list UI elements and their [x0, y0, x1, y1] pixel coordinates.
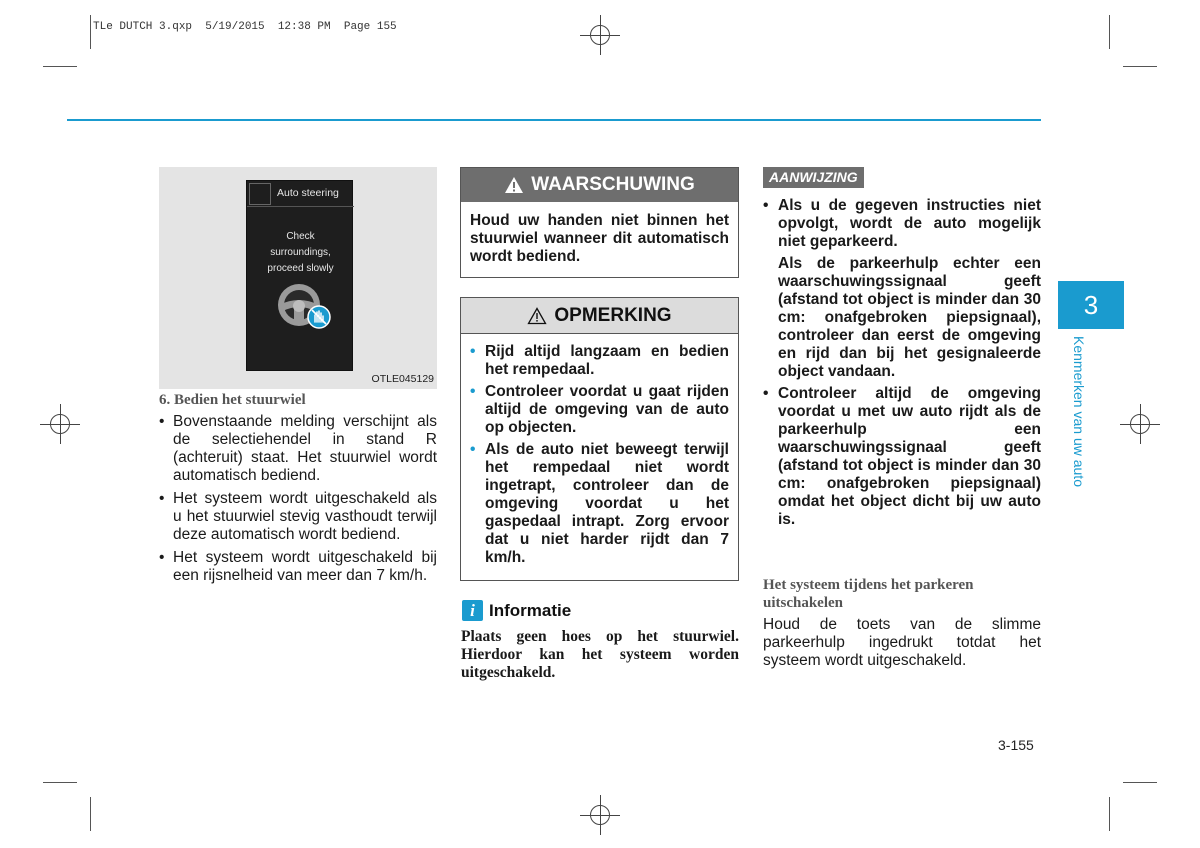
info-header — [462, 600, 571, 621]
info-text: Plaats geen hoes op het stuurwiel. Hierdoor kan het systeem worden uitgeschakeld. — [461, 628, 739, 681]
display-message-line: surroundings, — [270, 247, 331, 258]
registration-mark-icon — [580, 795, 620, 835]
chapter-title: Kenmerken van uw auto — [1071, 336, 1087, 487]
section-bullets — [159, 413, 437, 590]
list-item: • Controleer altijd de omgeving voordat u met uw auto rijdt als de parkeerhulp een waarschuwingssignaal geeft (afstand tot object is minder dan 30 cm: onafgebroken piepsignaal) omdat het object dicht bij uw auto is. — [763, 385, 1041, 529]
crop-mark — [43, 66, 77, 67]
section-title: 6. Bedien het stuurwiel — [159, 392, 306, 408]
crop-mark — [90, 797, 91, 831]
hand-icon — [308, 306, 330, 328]
registration-mark-icon — [40, 404, 80, 444]
display-message-line: Check — [286, 231, 315, 242]
caution-triangle-icon — [527, 307, 547, 325]
chapter-tab: 3 — [1058, 281, 1124, 329]
subsection-title: Het systeem tijdens het parkeren uitschakelen — [763, 577, 974, 611]
list-item: • Als de auto niet beweegt terwijl het rempedaal niet wordt ingetrapt, controleer dan de omgeving voordat u het gaspedaal intrapt. Zorg ervoor dat u niet harder rijdt dan 7 km/h. — [470, 441, 729, 567]
info-label: Informatie — [489, 600, 572, 620]
warning-label: WAARSCHUWING — [531, 174, 695, 195]
auto-steering-figure — [159, 167, 437, 389]
list-item: • Bovenstaande melding verschijnt als de selectiehendel in stand R (achteruit) staat. Het stuurwiel wordt automatisch bediend. — [159, 413, 437, 485]
tip-paragraph: Als de parkeerhulp echter een waarschuwingssignaal geeft (afstand tot object is minder dan 30 cm: onafgebroken piepsignaal), controleer dan eerst de omgeving en rijd dan bij het gesignaleerde object vandaan. — [778, 255, 1041, 380]
crop-mark — [1123, 782, 1157, 783]
page-number: 3-155 — [998, 737, 1034, 753]
note-label: OPMERKING — [554, 304, 672, 326]
warning-header — [461, 168, 738, 202]
display-header — [247, 181, 354, 207]
list-item: • Als u de gegeven instructies niet opvolgt, wordt de auto mogelijk niet geparkeerd. — [763, 197, 1041, 251]
registration-mark-icon — [1120, 404, 1160, 444]
list-item: • Controleer voordat u gaat rijden altijd de omgeving van de auto op objecten. — [470, 383, 729, 437]
display-title: Auto steering — [277, 187, 339, 199]
cluster-display — [246, 180, 353, 371]
display-message — [247, 229, 354, 277]
note-bullets — [461, 334, 738, 567]
crop-mark — [43, 782, 77, 783]
display-icon-box — [249, 183, 271, 205]
warning-text: Houd uw handen niet binnen het stuurwiel wanneer dit automatisch wordt bediend. — [470, 212, 729, 265]
note-box — [460, 297, 739, 581]
steering-wheel-icon — [275, 281, 335, 333]
figure-code: OTLE045129 — [371, 373, 434, 385]
note-header — [461, 298, 738, 334]
list-item: • Het systeem wordt uitgeschakeld bij een rijsnelheid van meer dan 7 km/h. — [159, 549, 437, 585]
crop-mark — [90, 15, 91, 49]
registration-mark-icon — [580, 15, 620, 55]
crop-mark — [1123, 66, 1157, 67]
tip-content — [763, 197, 1041, 533]
crop-mark — [1109, 797, 1110, 831]
subsection-text: Houd de toets van de slimme parkeerhulp ingedrukt totdat het systeem wordt uitgeschakeld. — [763, 616, 1041, 669]
warning-box — [460, 167, 739, 278]
warning-triangle-icon — [504, 176, 524, 194]
list-item: • Het systeem wordt uitgeschakeld als u het stuurwiel stevig vasthoudt terwijl deze automatisch wordt bediend. — [159, 490, 437, 544]
info-icon: i — [462, 600, 483, 621]
tip-label: AANWIJZING — [763, 167, 864, 188]
header-rule — [67, 119, 1041, 121]
list-item: • Rijd altijd langzaam en bedien het rempedaal. — [470, 343, 729, 379]
crop-mark — [1109, 15, 1110, 49]
print-slug: TLe DUTCH 3.qxp 5/19/2015 12:38 PM Page 155 — [93, 21, 397, 33]
display-message-line: proceed slowly — [267, 263, 334, 274]
